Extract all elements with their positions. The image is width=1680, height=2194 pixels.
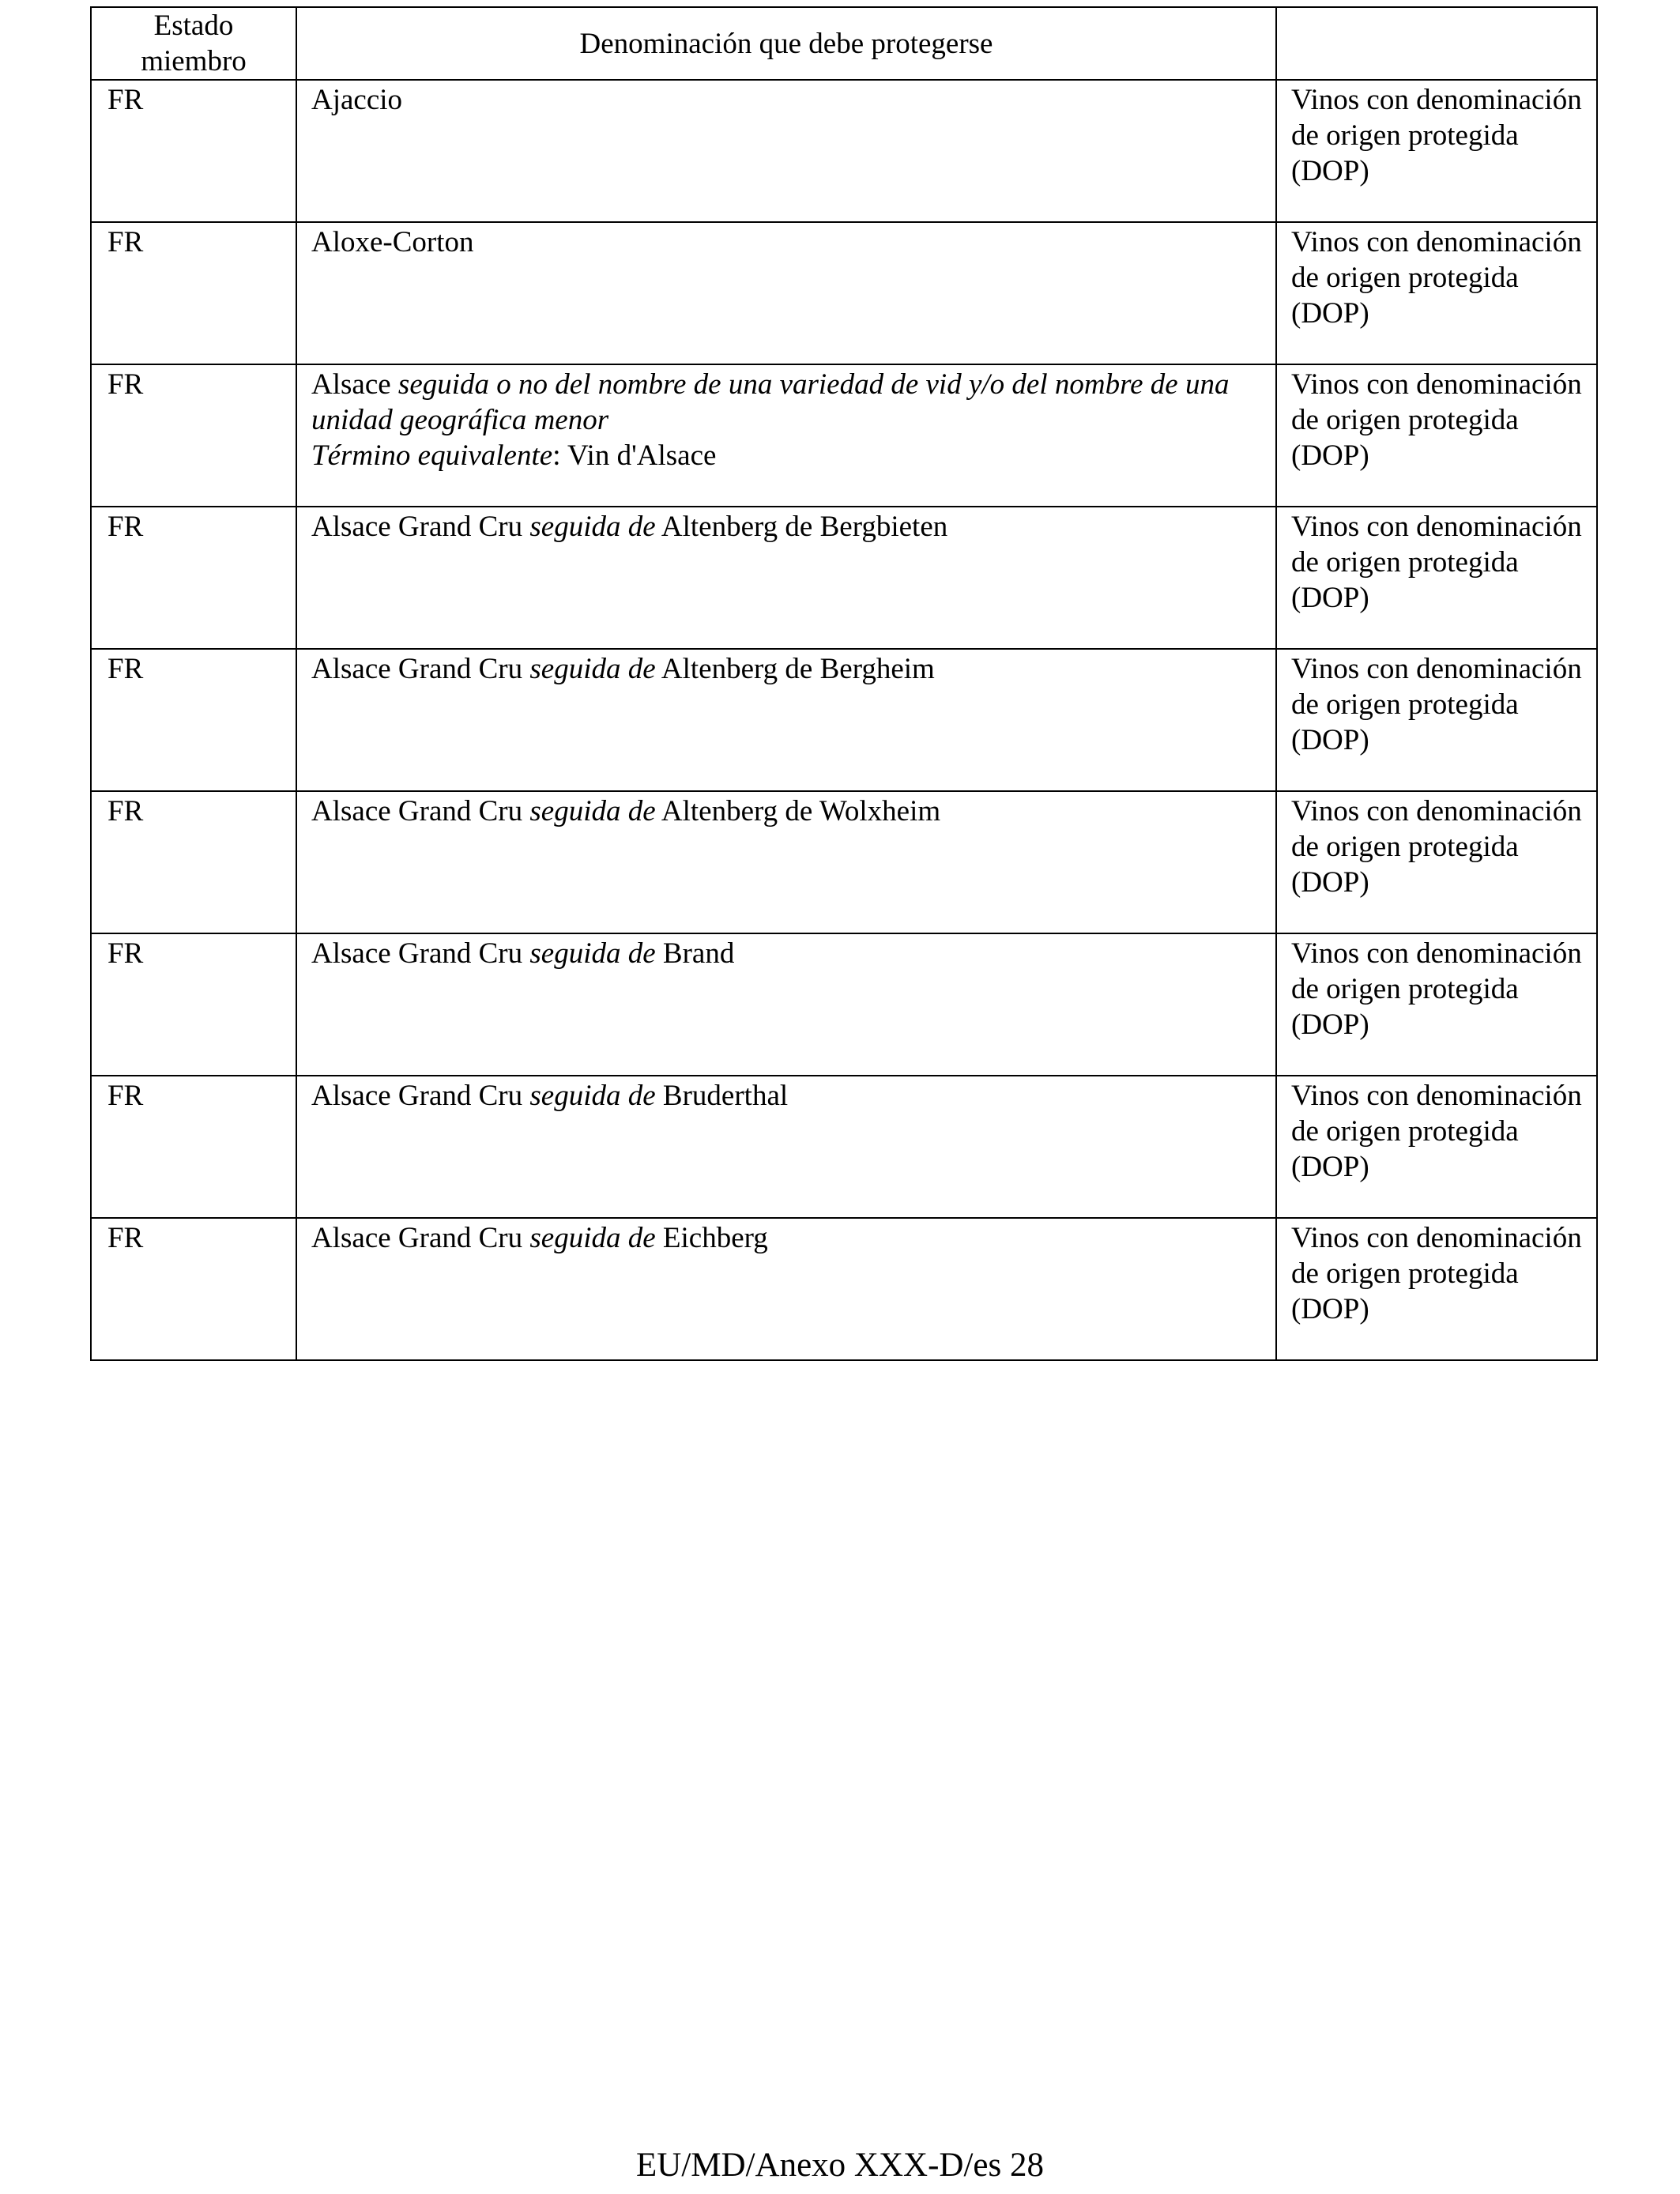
- member-state-cell: FR: [91, 791, 296, 933]
- denomination-name: Alsace Grand Cru: [311, 1080, 523, 1112]
- denomination-cell: [296, 364, 1276, 507]
- denomination-cell: [296, 1076, 1276, 1218]
- member-state-cell: FR: [91, 222, 296, 364]
- denomination-qualifier: seguida o no del nombre de una variedad de vid y/o del nombre de una unidad geográfica menor: [311, 368, 1230, 436]
- product-category-cell: Vinos con denominación de origen protegida (DOP): [1276, 649, 1597, 791]
- member-state-cell: FR: [91, 507, 296, 649]
- table-body: [91, 80, 1597, 1360]
- denomination-suffix: Bruderthal: [662, 1080, 789, 1112]
- product-category-cell: Vinos con denominación de origen protegida (DOP): [1276, 364, 1597, 507]
- table-row: [91, 649, 1597, 791]
- table-row: [91, 80, 1597, 222]
- product-category-cell: Vinos con denominación de origen protegida (DOP): [1276, 1076, 1597, 1218]
- member-state-cell: FR: [91, 80, 296, 222]
- table-row: [91, 1218, 1597, 1360]
- denomination-name: Alsace: [311, 368, 391, 401]
- header-denomination: Denominación que debe protegerse: [296, 7, 1276, 80]
- denomination-qualifier: seguida de: [529, 511, 656, 543]
- denomination-name: Alsace Grand Cru: [311, 1222, 523, 1254]
- denomination-name: Alsace Grand Cru: [311, 795, 523, 827]
- denomination-name: Alsace Grand Cru: [311, 653, 523, 685]
- header-state: Estado miembro: [91, 7, 296, 80]
- denomination-qualifier: seguida de: [529, 937, 656, 970]
- denomination-cell: [296, 80, 1276, 222]
- denomination-qualifier: seguida de: [529, 1080, 656, 1112]
- member-state-cell: FR: [91, 649, 296, 791]
- member-state-cell: FR: [91, 933, 296, 1076]
- page-footer-reference: EU/MD/Anexo XXX-D/es 28: [636, 2147, 1044, 2184]
- product-category-cell: Vinos con denominación de origen protegida (DOP): [1276, 507, 1597, 649]
- member-state-cell: FR: [91, 1076, 296, 1218]
- member-state-cell: FR: [91, 364, 296, 507]
- product-category-cell: Vinos con denominación de origen protegida (DOP): [1276, 791, 1597, 933]
- denomination-cell: [296, 507, 1276, 649]
- table-row: [91, 1076, 1597, 1218]
- product-category-cell: Vinos con denominación de origen protegida (DOP): [1276, 933, 1597, 1076]
- denomination-suffix: Altenberg de Bergbieten: [661, 511, 948, 543]
- table-row: [91, 222, 1597, 364]
- denomination-suffix: Altenberg de Wolxheim: [661, 795, 941, 827]
- equivalent-term-value: : Vin d'Alsace: [552, 439, 717, 472]
- denomination-cell: [296, 791, 1276, 933]
- denomination-cell: [296, 222, 1276, 364]
- table-row: [91, 933, 1597, 1076]
- denomination-cell: [296, 649, 1276, 791]
- denomination-qualifier: seguida de: [529, 1222, 656, 1254]
- denomination-name: Ajaccio: [311, 84, 403, 116]
- product-category-cell: Vinos con denominación de origen protegida (DOP): [1276, 222, 1597, 364]
- table-row: [91, 791, 1597, 933]
- denomination-suffix: Eichberg: [662, 1222, 768, 1254]
- denomination-qualifier: seguida de: [529, 653, 656, 685]
- table-header-row: [91, 7, 1597, 80]
- product-category-cell: Vinos con denominación de origen protegida (DOP): [1276, 80, 1597, 222]
- denomination-suffix: Altenberg de Bergheim: [661, 653, 935, 685]
- member-state-cell: FR: [91, 1218, 296, 1360]
- denomination-cell: [296, 1218, 1276, 1360]
- table-row: [91, 507, 1597, 649]
- denomination-name: Aloxe-Corton: [311, 226, 474, 258]
- denomination-name: Alsace Grand Cru: [311, 511, 523, 543]
- table-row: [91, 364, 1597, 507]
- denomination-qualifier: seguida de: [529, 795, 656, 827]
- denomination-suffix: Brand: [662, 937, 735, 970]
- denominations-table: [90, 6, 1598, 1361]
- equivalent-term-label: Término equivalente: [311, 439, 553, 472]
- denomination-cell: [296, 933, 1276, 1076]
- denomination-name: Alsace Grand Cru: [311, 937, 523, 970]
- product-category-cell: Vinos con denominación de origen protegida (DOP): [1276, 1218, 1597, 1360]
- header-category: [1276, 7, 1597, 80]
